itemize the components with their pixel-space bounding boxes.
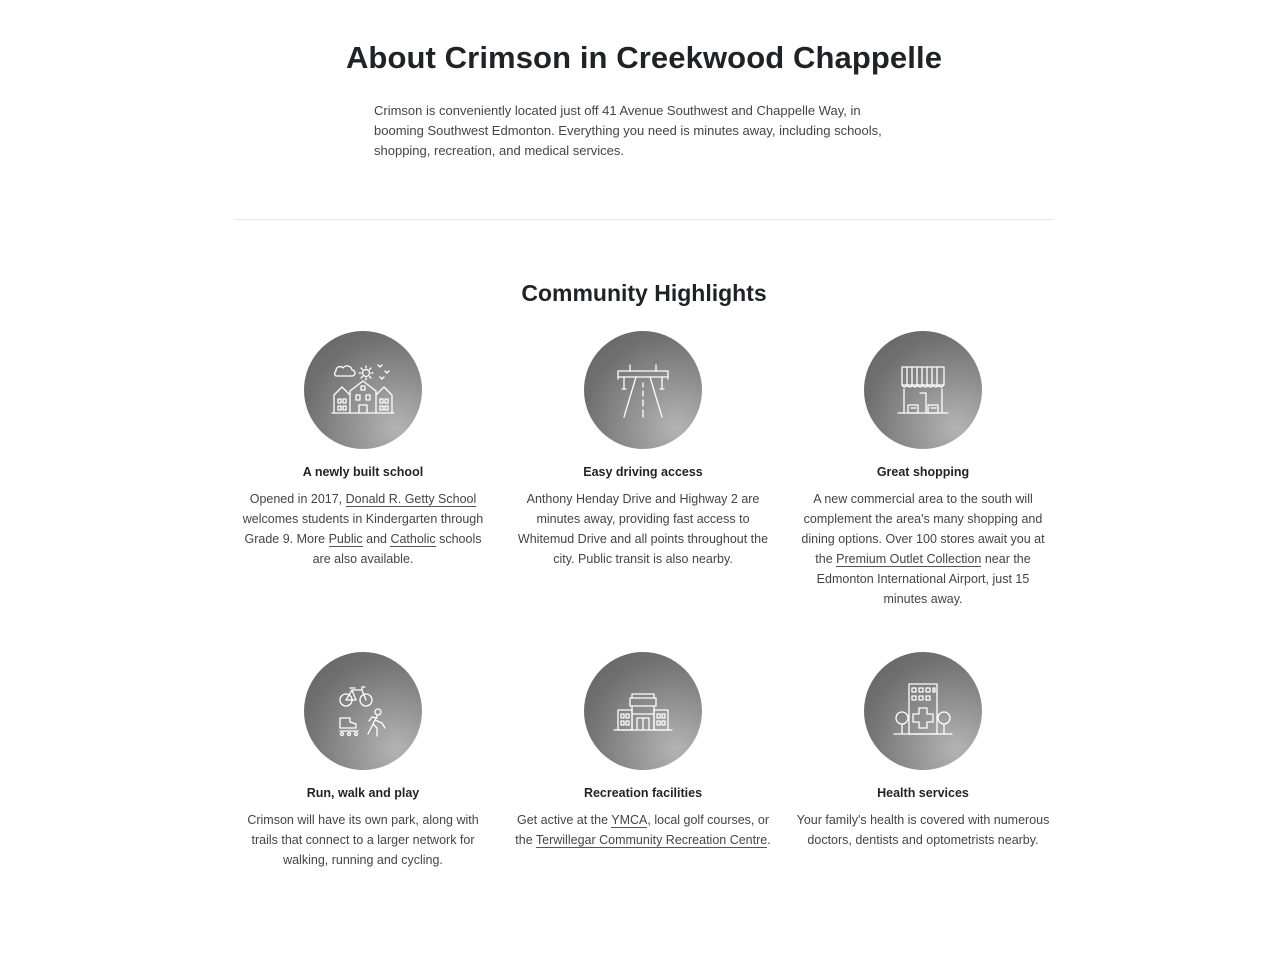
intro-paragraph: Crimson is conveniently located just off 41 Avenue Southwest and Chappelle Way, in booming Southwest Edmonton. Everything you need is minutes away, including schools, shopping, recreation, and medical services. <box>374 103 882 158</box>
card-text: Your family's health is covered with numerous doctors, dentists and optometrists nearby. <box>796 813 1050 847</box>
highway-icon <box>584 331 702 449</box>
card-text: Get active at the YMCA, local golf courses, or the Terwillegar Community Recreation Centre. <box>515 813 771 847</box>
highlight-card-shopping <box>794 331 1052 609</box>
terwillegar-recreation-centre-link[interactable]: Terwillegar Community Recreation Centre <box>535 833 768 847</box>
card-title: Recreation facilities <box>583 786 703 800</box>
page-title: About Crimson in Creekwood Chappelle <box>345 40 943 75</box>
bike-walk-icon <box>304 652 422 770</box>
recreation-building-icon <box>584 652 702 770</box>
public-schools-link[interactable]: Public <box>328 532 363 546</box>
card-title: Great shopping <box>876 465 970 479</box>
card-text: Opened in 2017, Donald R. Getty School welcomes students in Kindergarten through Grade 9. More Public and Catholic schools are also available. <box>242 492 484 566</box>
premium-outlet-collection-link[interactable]: Premium Outlet Collection <box>836 552 982 566</box>
section-title: Community Highlights <box>521 280 767 306</box>
highlight-card-driving <box>514 331 772 569</box>
storefront-icon <box>864 331 982 449</box>
card-title: Easy driving access <box>583 465 703 479</box>
hospital-icon <box>864 652 982 770</box>
section-divider <box>235 219 1054 220</box>
card-title: A newly built school <box>302 465 424 479</box>
highlight-card-run-walk <box>234 652 492 870</box>
donald-r-getty-school-link[interactable]: Donald R. Getty School <box>345 492 477 506</box>
card-text: A new commercial area to the south will complement the area's many shopping and dining options. Over 100 stores await you at the Premium Outlet Collection near the Edmonton International Airport, just 15 minutes away. <box>801 492 1045 606</box>
card-text: Crimson will have its own park, along with trails that connect to a larger network for walking, running and cycling. <box>247 813 479 867</box>
school-icon <box>304 331 422 449</box>
catholic-schools-link[interactable]: Catholic <box>390 532 436 546</box>
highlight-card-health <box>794 652 1052 850</box>
card-title: Health services <box>877 786 969 800</box>
ymca-link[interactable]: YMCA <box>611 813 648 827</box>
card-text: Anthony Henday Drive and Highway 2 are minutes away, providing fast access to Whitemud Drive and all points throughout the city. Public transit is also nearby. <box>517 492 769 566</box>
highlight-card-school <box>234 331 492 569</box>
highlight-card-recreation <box>514 652 772 850</box>
card-title: Run, walk and play <box>306 786 420 800</box>
